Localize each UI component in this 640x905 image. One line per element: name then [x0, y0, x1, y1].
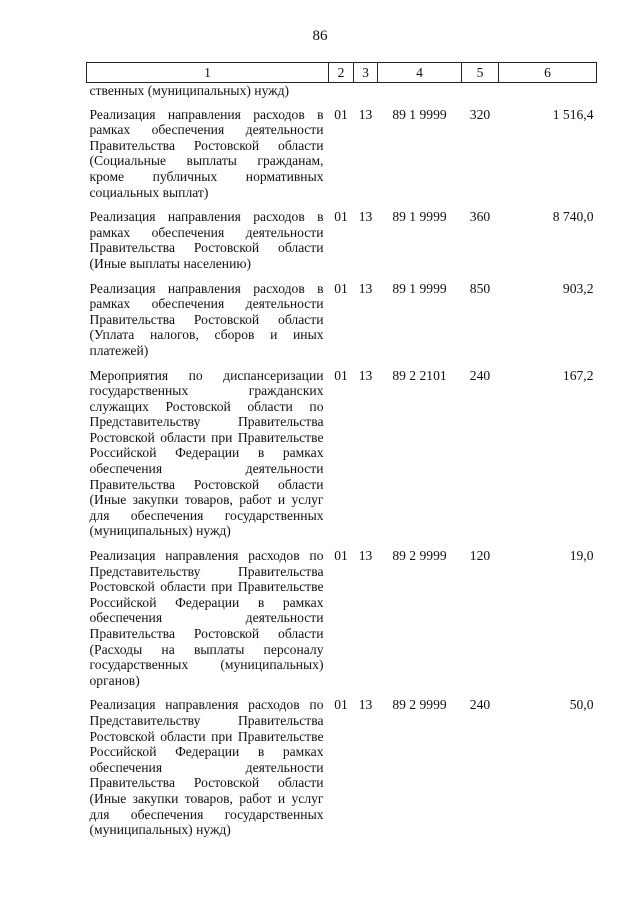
row-target-article: 89 1 9999	[392, 280, 447, 296]
row-amount: 1 516,4	[552, 106, 594, 122]
row-section: 01	[334, 367, 348, 383]
row-description: Реализация направления расходов в рамках обеспечения деятельности Правительства Ростовской области (Уплата налогов, сборов и иных платежей)	[89, 280, 324, 358]
header-col-6: 6	[499, 63, 597, 83]
row-target-article: 89 2 9999	[392, 697, 447, 713]
row-subsection: 13	[358, 209, 373, 225]
table-row	[87, 205, 597, 276]
row-description: Реализация направления расходов по Представительству Правительства Ростовской области при Правительстве Российской Федерации в рамках обеспечения деятельности Правительства Ростовской области (Расходы на выплаты персоналу государственных (муниципальных) органов)	[89, 548, 324, 688]
row-amount: 8 740,0	[552, 209, 594, 225]
header-col-3: 3	[354, 63, 378, 83]
row-amount: 50,0	[569, 697, 594, 713]
row-expense-type: 320	[469, 106, 491, 122]
budget-table-container	[86, 62, 596, 843]
header-row	[87, 63, 597, 83]
row-subsection: 13	[358, 548, 373, 564]
table-row	[87, 544, 597, 693]
row-target-article: 89 1 9999	[392, 209, 447, 225]
table-body	[87, 83, 597, 843]
table-row	[87, 103, 597, 206]
row-description: Мероприятия по диспансеризации государственных гражданских служащих Ростовской области по Представительству Правительства Ростовской области при Правительстве Российской Федерации в рамках обеспечения деятельности Правительства Ростовской области (Иные закупки товаров, работ и услуг для обеспечения государственных (муниципальных) нужд)	[89, 367, 324, 539]
row-expense-type: 240	[469, 367, 491, 383]
row-subsection: 13	[358, 697, 373, 713]
table-row	[87, 364, 597, 545]
row-target-article: 89 2 2101	[392, 367, 447, 383]
row-expense-type: 360	[469, 209, 491, 225]
header-col-2: 2	[329, 63, 354, 83]
row-expense-type: 240	[469, 697, 491, 713]
row-section: 01	[334, 548, 348, 564]
row-subsection: 13	[358, 106, 373, 122]
continuation-text: ственных (муниципальных) нужд)	[89, 83, 290, 98]
table-header	[87, 63, 597, 83]
row-description: Реализация направления расходов по Представительству Правительства Ростовской области при Правительстве Российской Федерации в рамках обеспечения деятельности Правительства Ростовской области (Иные закупки товаров, работ и услуг для обеспечения государственных (муниципальных) нужд)	[89, 697, 324, 838]
row-section: 01	[334, 209, 348, 225]
row-amount: 167,2	[562, 367, 594, 383]
header-col-5: 5	[462, 63, 499, 83]
table-row	[87, 693, 597, 842]
row-description: Реализация направления расходов в рамках обеспечения деятельности Правительства Ростовской области (Социальные выплаты гражданам, кроме публичных нормативных социальных выплат)	[89, 106, 324, 200]
header-col-4: 4	[378, 63, 462, 83]
row-subsection: 13	[358, 367, 373, 383]
row-section: 01	[334, 106, 348, 122]
continuation-row	[87, 83, 597, 103]
row-expense-type: 850	[469, 280, 491, 296]
table-row	[87, 277, 597, 364]
page-number: 86	[312, 28, 328, 44]
budget-table	[86, 62, 597, 843]
row-amount: 903,2	[562, 280, 594, 296]
row-subsection: 13	[358, 280, 373, 296]
row-amount: 19,0	[569, 548, 594, 564]
header-col-1: 1	[87, 63, 329, 83]
row-target-article: 89 2 9999	[392, 548, 447, 564]
row-section: 01	[334, 280, 348, 296]
row-section: 01	[334, 697, 348, 713]
row-expense-type: 120	[469, 548, 491, 564]
row-target-article: 89 1 9999	[392, 106, 447, 122]
row-description: Реализация направления расходов в рамках обеспечения деятельности Правительства Ростовской области (Иные выплаты населению)	[89, 209, 324, 271]
